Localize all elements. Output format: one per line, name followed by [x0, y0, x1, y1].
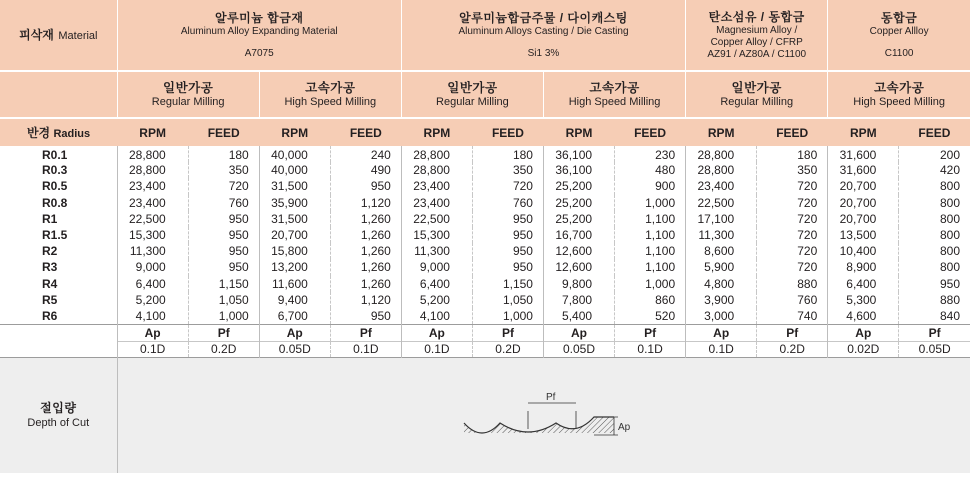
feed-cell: 1,100 [615, 243, 686, 259]
feed-cell: 720 [757, 211, 828, 227]
mode-kor: 고속가공 [873, 80, 925, 95]
radius-cell: R0.1 [0, 146, 117, 162]
feed-cell: 1,260 [330, 276, 401, 292]
material-group-kor: 탄소섬유 / 동합금 [708, 9, 805, 24]
mode-cell [828, 71, 970, 118]
rpm-cell: 23,400 [401, 195, 472, 211]
feed-cell: 350 [188, 162, 259, 178]
feed-cell: 180 [472, 146, 543, 162]
mode-cell [117, 71, 259, 118]
mode-eng: Regular Milling [720, 95, 794, 108]
feed-cell: 1,050 [472, 292, 543, 308]
feed-cell: 800 [939, 179, 960, 194]
column-header: FEED [188, 118, 259, 146]
feed-cell: 480 [615, 162, 686, 178]
column-header: FEED [899, 118, 970, 146]
column-header: FEED [615, 118, 686, 146]
mode-cell [259, 71, 401, 118]
column-header: RPM [401, 118, 472, 146]
ap-value: 0.1D [686, 341, 757, 357]
rpm-cell: 11,300 [401, 243, 472, 259]
rpm-cell: 31,600 [828, 162, 899, 178]
rpm-cell: 20,700 [828, 195, 899, 211]
feed-cell: 1,120 [330, 292, 401, 308]
feed-cell: 950 [472, 227, 543, 243]
feed-cell: 1,000 [472, 308, 543, 324]
feed-cell: 180 [188, 146, 259, 162]
rpm-cell: 5,300 [828, 292, 899, 308]
radius-cell: R5 [0, 292, 117, 308]
feed-cell: 860 [615, 292, 686, 308]
ap-value: 0.05D [543, 341, 614, 357]
material-group-eng: Aluminum Alloys Casting / Die Casting [458, 25, 629, 37]
feed-cell: 760 [188, 195, 259, 211]
radius-label-eng: Radius [53, 128, 91, 140]
rpm-cell: 5,200 [401, 292, 472, 308]
column-header: FEED [330, 118, 401, 146]
feed-cell: 1,260 [330, 227, 401, 243]
depth-of-cut-diagram [454, 385, 634, 445]
rpm-cell: 4,100 [117, 308, 188, 324]
rpm-cell: 22,500 [117, 211, 188, 227]
material-label-eng: Material [58, 30, 98, 42]
feed-cell: 490 [330, 162, 401, 178]
rpm-cell: 15,800 [259, 243, 330, 259]
pf-label: Pf [615, 324, 686, 341]
feed-cell: 720 [757, 227, 828, 243]
feed-cell: 420 [939, 163, 960, 178]
ap-label: Ap [543, 324, 614, 341]
ap-value: 0.02D [828, 341, 899, 357]
feed-cell: 880 [757, 276, 828, 292]
feed-cell: 950 [472, 259, 543, 275]
rpm-cell: 4,100 [401, 308, 472, 324]
rpm-cell: 31,500 [259, 211, 330, 227]
rpm-cell: 31,500 [259, 178, 330, 194]
material-group-eng: Copper Allloy [869, 25, 929, 37]
feed-cell: 950 [939, 276, 960, 291]
material-label-kor: 피삭재 [19, 28, 54, 42]
rpm-cell: 4,800 [686, 276, 757, 292]
rpm-cell: 40,000 [259, 162, 330, 178]
feed-cell: 800 [939, 260, 960, 275]
rpm-cell: 11,300 [686, 227, 757, 243]
feed-cell: 1,150 [472, 276, 543, 292]
radius-cell: R6 [0, 308, 117, 324]
rpm-cell: 13,200 [259, 259, 330, 275]
feed-cell: 950 [330, 178, 401, 194]
rpm-cell: 23,400 [117, 195, 188, 211]
feed-cell: 950 [188, 259, 259, 275]
radius-cell: R1.5 [0, 227, 117, 243]
table-row [0, 211, 970, 227]
material-group-eng-line: Magnesium Alloy / [716, 24, 798, 36]
radius-cell: R0.8 [0, 195, 117, 211]
column-header: RPM [117, 118, 188, 146]
rpm-cell: 13,500 [828, 227, 899, 243]
radius-cell: R0.3 [0, 162, 117, 178]
pf-label: Pf [188, 324, 259, 341]
rpm-cell: 9,400 [259, 292, 330, 308]
rpm-cell: 23,400 [117, 178, 188, 194]
depth-label-blank [0, 324, 117, 357]
mode-blank-cell [0, 71, 117, 118]
feed-cell: 1,100 [615, 227, 686, 243]
material-group-eng: Aluminum Alloy Expanding Material [180, 25, 338, 37]
feed-cell: 800 [939, 211, 960, 226]
feed-cell: 950 [188, 211, 259, 227]
feed-cell: 1,050 [188, 292, 259, 308]
radius-label-kor: 반경 [26, 126, 51, 140]
material-group-code: A7075 [244, 47, 274, 59]
feed-cell: 230 [615, 146, 686, 162]
rpm-cell: 5,900 [686, 259, 757, 275]
rpm-cell: 31,600 [828, 146, 899, 162]
rpm-cell: 25,200 [543, 178, 614, 194]
rpm-cell: 23,400 [686, 178, 757, 194]
radius-cell: R0.5 [0, 178, 117, 194]
table-row [0, 146, 970, 162]
feed-cell: 1,100 [615, 259, 686, 275]
table-row [0, 243, 970, 259]
pf-value: 0.2D [757, 341, 828, 357]
pf-value: 0.05D [899, 341, 970, 357]
feed-cell: 350 [757, 162, 828, 178]
feed-cell: 240 [330, 146, 401, 162]
mode-kor: 일반가공 [447, 80, 498, 95]
material-group-code: Si1 3% [527, 47, 560, 59]
depth-value-row [0, 341, 970, 357]
feed-cell: 760 [472, 195, 543, 211]
rpm-cell: 4,600 [828, 308, 899, 324]
rpm-cell: 28,800 [686, 162, 757, 178]
table-row [0, 178, 970, 194]
rpm-cell: 28,800 [117, 146, 188, 162]
column-header: RPM [259, 118, 330, 146]
ap-label: Ap [686, 324, 757, 341]
rpm-cell: 36,100 [543, 146, 614, 162]
table-row [0, 276, 970, 292]
rpm-cell: 9,000 [401, 259, 472, 275]
feed-cell: 1,260 [330, 243, 401, 259]
table-row [0, 292, 970, 308]
radius-cell: R2 [0, 243, 117, 259]
material-group-kor: 동합금 [880, 10, 918, 25]
material-group-aluminum-casting [401, 0, 685, 71]
table-row [0, 195, 970, 211]
column-header: RPM [543, 118, 614, 146]
rpm-cell: 16,700 [543, 227, 614, 243]
rpm-cell: 25,200 [543, 211, 614, 227]
feed-cell: 950 [472, 243, 543, 259]
depth-of-cut-diagram-area [117, 357, 970, 473]
ap-value: 0.1D [117, 341, 188, 357]
feed-cell: 1,120 [330, 195, 401, 211]
material-group-magnesium-cfrp [686, 0, 828, 71]
mode-eng: Regular Milling [151, 95, 225, 108]
table-row [0, 259, 970, 275]
rpm-cell: 20,700 [828, 211, 899, 227]
ap-label: Ap [401, 324, 472, 341]
pf-label: Pf [472, 324, 543, 341]
rpm-cell: 8,900 [828, 259, 899, 275]
feed-cell: 800 [939, 244, 960, 259]
depth-of-cut-row [0, 357, 970, 473]
feed-cell: 1,150 [188, 276, 259, 292]
rpm-cell: 6,700 [259, 308, 330, 324]
feed-cell: 720 [757, 178, 828, 194]
rpm-cell: 35,900 [259, 195, 330, 211]
radius-cell: R4 [0, 276, 117, 292]
feed-cell: 200 [939, 148, 960, 163]
pf-value: 0.1D [330, 341, 401, 357]
rpm-cell: 10,400 [828, 243, 899, 259]
ap-value: 0.05D [259, 341, 330, 357]
feed-cell: 950 [472, 211, 543, 227]
rpm-cell: 12,600 [543, 259, 614, 275]
material-group-kor: 알루미늄 합금재 [214, 10, 304, 25]
rpm-cell: 7,800 [543, 292, 614, 308]
feed-cell: 1,260 [330, 259, 401, 275]
ap-label: Ap [117, 324, 188, 341]
feed-cell: 720 [757, 243, 828, 259]
feed-cell: 800 [939, 228, 960, 243]
rpm-cell: 23,400 [401, 178, 472, 194]
rpm-cell: 11,300 [117, 243, 188, 259]
material-group-eng-line: AZ91 / AZ80A / C1100 [707, 48, 807, 60]
feed-cell: 1,000 [615, 195, 686, 211]
column-header: FEED [472, 118, 543, 146]
mode-cell [686, 71, 828, 118]
mode-eng: Regular Milling [436, 95, 509, 108]
ap-label: Ap [828, 324, 899, 341]
material-group-code: C1100 [884, 47, 914, 59]
mode-kor: 고속가공 [589, 80, 640, 95]
rpm-cell: 36,100 [543, 162, 614, 178]
feed-cell: 740 [757, 308, 828, 324]
depth-of-cut-kor: 절입량 [40, 400, 77, 415]
rpm-cell: 22,500 [401, 211, 472, 227]
pf-value: 0.2D [188, 341, 259, 357]
mode-kor: 일반가공 [163, 80, 214, 95]
feed-cell: 720 [188, 178, 259, 194]
rpm-cell: 28,800 [401, 146, 472, 162]
pf-value: 0.1D [615, 341, 686, 357]
rpm-cell: 28,800 [401, 162, 472, 178]
depth-label-row [0, 324, 970, 341]
rpm-cell: 11,600 [259, 276, 330, 292]
material-label-cell [0, 0, 117, 71]
rpm-cell: 22,500 [686, 195, 757, 211]
feed-cell: 720 [757, 259, 828, 275]
pf-label: Pf [757, 324, 828, 341]
feed-cell: 720 [472, 178, 543, 194]
feed-cell: 1,000 [615, 276, 686, 292]
rpm-cell: 25,200 [543, 195, 614, 211]
column-header: RPM [686, 118, 757, 146]
radius-label-cell [0, 118, 117, 146]
rpm-cell: 8,600 [686, 243, 757, 259]
ap-value: 0.1D [401, 341, 472, 357]
column-header: FEED [757, 118, 828, 146]
rpm-cell: 6,400 [828, 276, 899, 292]
feed-cell: 720 [757, 195, 828, 211]
rpm-cell: 15,300 [117, 227, 188, 243]
diagram-ap-label: Ap [617, 422, 631, 434]
feed-cell: 900 [615, 178, 686, 194]
radius-cell: R1 [0, 211, 117, 227]
feed-cell: 1,100 [615, 211, 686, 227]
feed-cell: 950 [330, 308, 401, 324]
table-row [0, 162, 970, 178]
material-group-eng-line: Copper Alloy / CFRP [710, 36, 803, 48]
column-header: RPM [828, 118, 899, 146]
mode-kor: 일반가공 [731, 80, 782, 95]
material-group-aluminum-expanding [117, 0, 401, 71]
radius-cell: R3 [0, 259, 117, 275]
rpm-cell: 5,200 [117, 292, 188, 308]
rpm-cell: 20,700 [259, 227, 330, 243]
rpm-cell: 6,400 [117, 276, 188, 292]
material-group-kor: 알루미늄합금주물 / 다이캐스팅 [459, 10, 628, 25]
feed-cell: 800 [939, 195, 960, 210]
rpm-cell: 6,400 [401, 276, 472, 292]
ap-label: Ap [259, 324, 330, 341]
rpm-cell: 3,900 [686, 292, 757, 308]
milling-mode-row [0, 71, 970, 118]
rpm-cell: 15,300 [401, 227, 472, 243]
material-header-row [0, 0, 970, 71]
table-row [0, 308, 970, 324]
rpm-cell: 40,000 [259, 146, 330, 162]
depth-of-cut-label [0, 357, 117, 473]
feed-cell: 950 [188, 243, 259, 259]
mode-eng: High Speed Milling [568, 95, 661, 108]
feed-cell: 880 [939, 292, 960, 307]
rpm-cell: 28,800 [686, 146, 757, 162]
rpm-cell: 9,800 [543, 276, 614, 292]
material-group-copper [828, 0, 970, 71]
feed-cell: 950 [188, 227, 259, 243]
pf-label: Pf [899, 324, 970, 341]
mode-kor: 고속가공 [305, 80, 356, 95]
column-header-row [0, 118, 970, 146]
rpm-cell: 28,800 [117, 162, 188, 178]
feed-cell: 840 [939, 308, 960, 323]
depth-of-cut-eng: Depth of Cut [27, 416, 90, 429]
rpm-cell: 12,600 [543, 243, 614, 259]
diagram-pf-label: Pf [545, 392, 556, 404]
mode-cell [401, 71, 543, 118]
mode-eng: High Speed Milling [853, 95, 945, 108]
rpm-cell: 5,400 [543, 308, 614, 324]
feed-cell: 760 [757, 292, 828, 308]
mode-cell [543, 71, 685, 118]
mode-eng: High Speed Milling [284, 95, 377, 108]
rpm-cell: 9,000 [117, 259, 188, 275]
pf-label: Pf [330, 324, 401, 341]
table-row [0, 227, 970, 243]
feed-cell: 350 [472, 162, 543, 178]
feed-cell: 1,260 [330, 211, 401, 227]
feed-cell: 180 [757, 146, 828, 162]
feed-cell: 520 [615, 308, 686, 324]
rpm-cell: 20,700 [828, 178, 899, 194]
rpm-cell: 17,100 [686, 211, 757, 227]
rpm-cell: 3,000 [686, 308, 757, 324]
feed-cell: 1,000 [188, 308, 259, 324]
pf-value: 0.2D [472, 341, 543, 357]
